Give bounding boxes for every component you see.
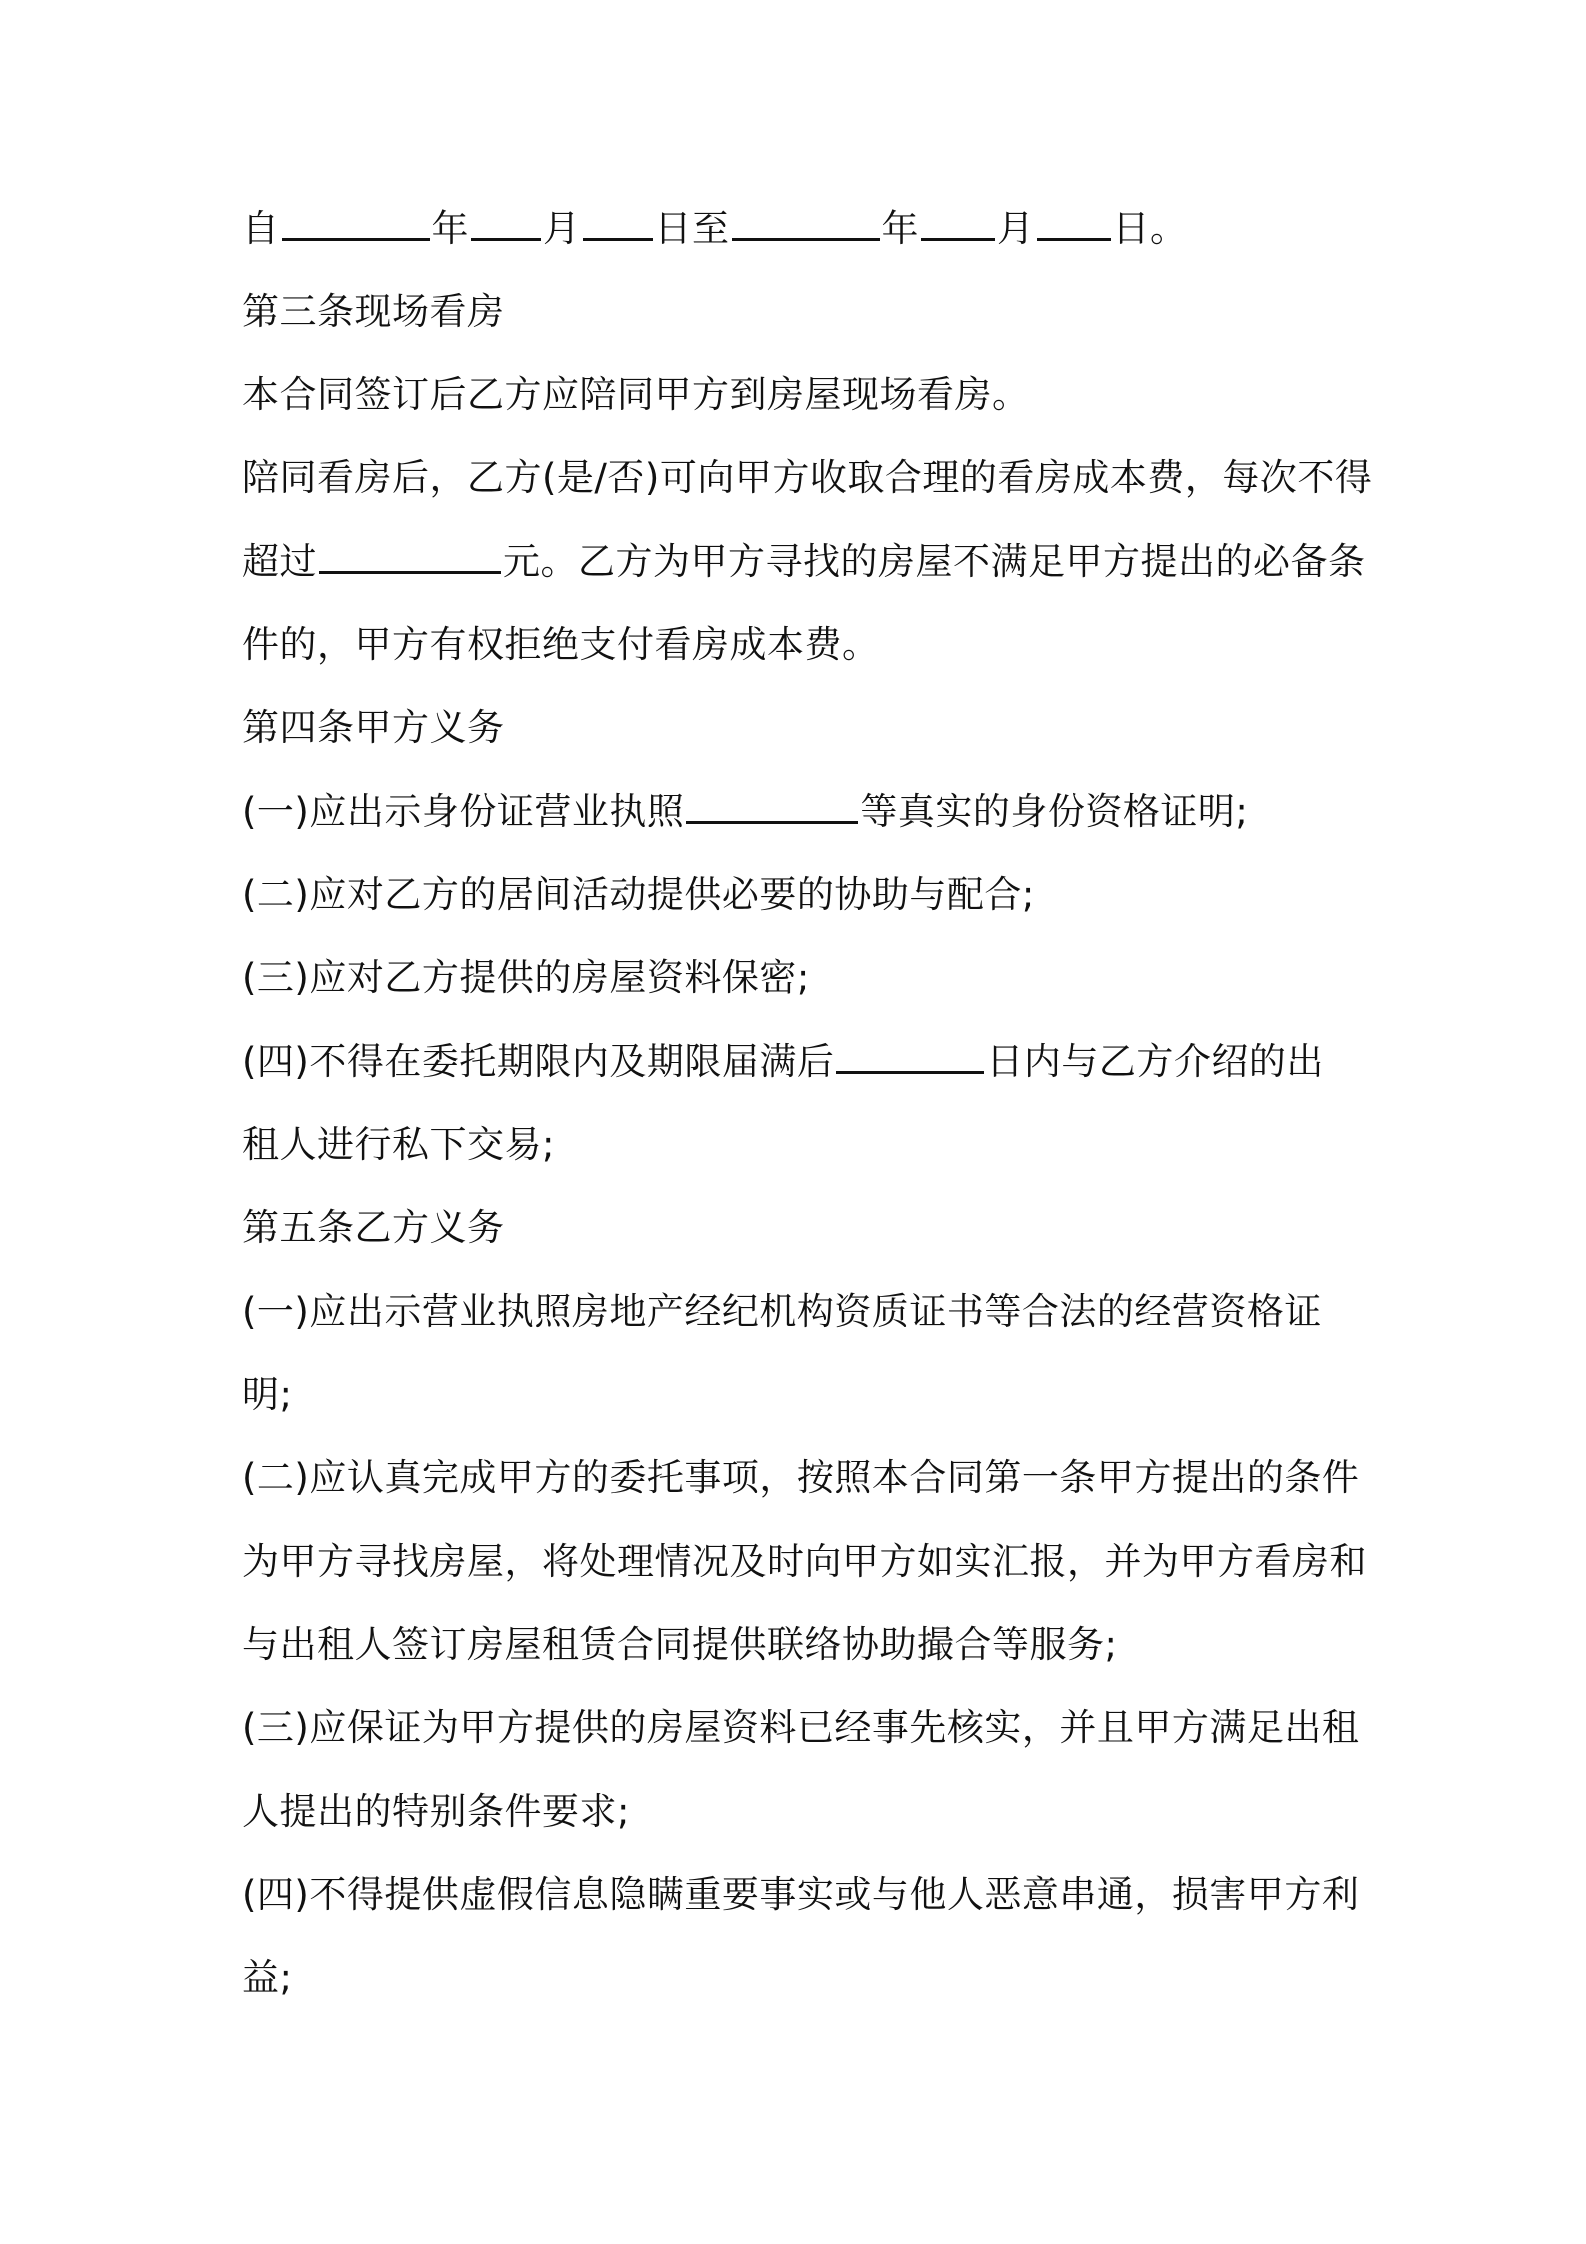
days-blank [836, 1041, 984, 1074]
article3-paragraph2-line2 [242, 540, 1366, 584]
article5-item2-line1: (二)应认真完成甲方的委托事项，按照本合同第一条甲方提出的条件 [242, 1456, 1360, 1499]
article5-item3-line1: (三)应保证为甲方提供的房屋资料已经事先核实，并且甲方满足出租 [242, 1706, 1360, 1749]
article5-item2-line2: 为甲方寻找房屋，将处理情况及时向甲方如实汇报，并为甲方看房和 [242, 1540, 1367, 1583]
article3-paragraph2-line1: 陪同看房后，乙方(是/否)可向甲方收取合理的看房成本费，每次不得 [242, 456, 1373, 499]
article4-item4-line2: 租人进行私下交易; [242, 1123, 555, 1166]
article4-item3: (三)应对乙方提供的房屋资料保密; [242, 956, 810, 999]
article5-item2-line3: 与出租人签订房屋租赁合同提供联络协助撮合等服务; [242, 1623, 1118, 1666]
article4-item4-line1 [242, 1040, 1324, 1084]
article4-item1-text-b: 等真实的身份资格证明; [860, 790, 1249, 833]
day-label-end: 日。 [1112, 207, 1188, 250]
start-year-blank [282, 208, 430, 241]
article4-item2: (二)应对乙方的居间活动提供必要的协助与配合; [242, 873, 1035, 916]
article5-item4-line2: 益; [242, 1956, 293, 1999]
article4-title: 第四条甲方义务 [242, 706, 505, 749]
day-to-label: 日至 [654, 207, 730, 250]
article4-item1-text-a: (一)应出示身份证营业执照 [242, 790, 685, 833]
license-blank [686, 791, 858, 824]
date-from-label: 自 [242, 207, 280, 250]
fee-text: 元。乙方为甲方寻找的房屋不满足甲方提出的必备条 [503, 540, 1366, 583]
article4-item1 [242, 790, 1248, 834]
article3-title: 第三条现场看房 [242, 290, 505, 333]
article4-item4-text-a: (四)不得在委托期限内及期限届满后 [242, 1040, 835, 1083]
article3-paragraph2-line3: 件的，甲方有权拒绝支付看房成本费。 [242, 623, 880, 666]
article3-paragraph1: 本合同签订后乙方应陪同甲方到房屋现场看房。 [242, 373, 1030, 416]
article5-item3-line2: 人提出的特别条件要求; [242, 1790, 630, 1833]
term-date-line [242, 207, 1188, 251]
end-year-blank [732, 208, 880, 241]
year-label: 年 [431, 207, 469, 250]
article4-item4-text-b: 日内与乙方介绍的出 [986, 1040, 1324, 1083]
end-month-blank [921, 208, 995, 241]
month-label: 月 [543, 207, 581, 250]
start-day-blank [583, 208, 653, 241]
end-day-blank [1037, 208, 1111, 241]
article5-item4-line1: (四)不得提供虚假信息隐瞒重要事实或与他人恶意串通，损害甲方利 [242, 1873, 1360, 1916]
year-label-2: 年 [881, 207, 919, 250]
fee-amount-blank [319, 541, 501, 574]
month-label-2: 月 [997, 207, 1035, 250]
exceed-label: 超过 [242, 540, 317, 583]
article5-item1-line1: (一)应出示营业执照房地产经纪机构资质证书等合法的经营资格证 [242, 1290, 1322, 1333]
article5-title: 第五条乙方义务 [242, 1206, 505, 1249]
article5-item1-line2: 明; [242, 1373, 293, 1416]
start-month-blank [471, 208, 541, 241]
